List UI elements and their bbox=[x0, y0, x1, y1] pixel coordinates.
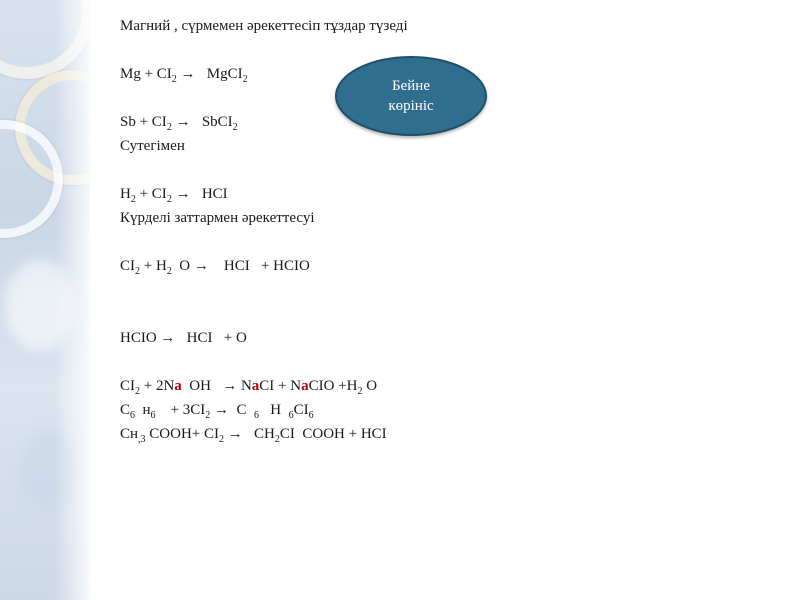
decorative-side-band bbox=[0, 0, 90, 600]
slide-title: Магний , сүрмемен әрекеттесіп тұздар түзеді bbox=[120, 18, 408, 34]
heading-hydrogen: Сутегімен bbox=[120, 138, 185, 154]
equation-mg: $Mg + CI_2$ → MgCI$_2$ bbox=[120, 66, 248, 85]
equation-hclo: HCIO → HCI + O bbox=[120, 330, 247, 346]
video-view-button-label: Бейне көрініс bbox=[388, 78, 434, 114]
equation-water: $CI_2 + H_2$ O → HCI + HCIO bbox=[120, 258, 310, 277]
video-view-button[interactable] bbox=[335, 56, 487, 136]
equation-sb: $Sb + CI_2$ → SbCI$_2$ bbox=[120, 114, 238, 133]
equation-naoh: $CI_2 + 2Na$ OH → NaCI + NaCIO $+H_2$ O bbox=[120, 378, 378, 397]
equation-h2: $H_2 + CI_2$ → HCI bbox=[120, 186, 228, 205]
equation-acetic: $Cн_{,3}$ COOH+ $CI_2 \to CH_2CI$ COOH + HCI bbox=[120, 426, 387, 445]
equation-benzene: $C_6$ $н_6$ + $3CI_2 \to C$ $_6$ H $_6CI_6$ bbox=[120, 402, 314, 421]
heading-complex: Күрделі заттармен әрекеттесуі bbox=[120, 210, 315, 226]
band-fade bbox=[0, 0, 90, 600]
